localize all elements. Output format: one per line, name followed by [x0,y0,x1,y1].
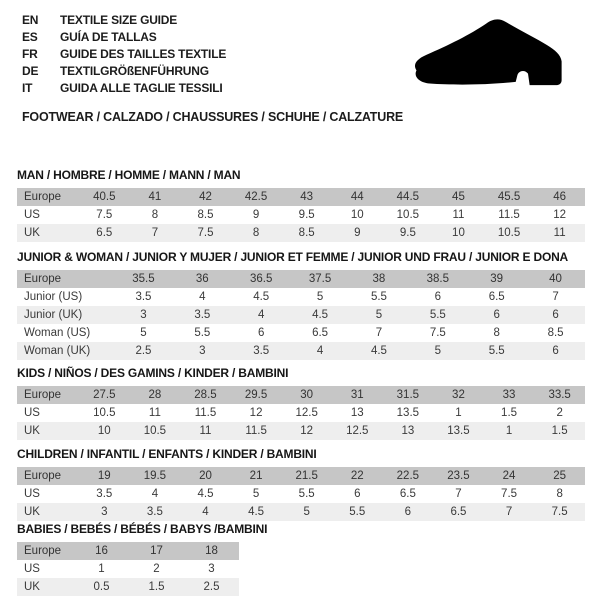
language-title: GUÍA DE TALLAS [60,29,157,44]
table-cell: 6.5 [450,506,467,518]
table-cell: 6.5 [399,488,416,500]
table-cell: 38.5 [426,273,449,285]
table-cell: 6 [434,291,442,303]
table-cell: 4 [257,309,265,321]
table-cell: 36 [195,273,209,285]
table-cell: 1.5 [501,407,518,419]
table-cell: 6.5 [96,227,113,239]
row-label: UK [24,581,40,593]
table-cell: 8 [556,488,563,500]
table-cell: 5.5 [194,327,211,339]
table-row [17,542,239,560]
table-cell: 5 [375,309,383,321]
table-cell: 12 [249,407,263,419]
table-cell: 6 [404,506,412,518]
language-row-fr [22,45,226,62]
table-cell: 2.5 [203,581,220,593]
language-code: IT [22,80,33,95]
table-cell: 24 [502,470,516,482]
table-cell: 36.5 [249,273,273,285]
table-row [17,188,585,206]
table-cell: 4 [316,345,324,357]
table-cell: 10.5 [143,425,167,437]
size-table-babies [17,542,239,596]
table-cell: 19.5 [143,470,167,482]
table-cell: 9.5 [298,209,315,221]
table-cell: 4.5 [248,506,265,518]
row-label: US [24,488,40,500]
table-cell: 1 [455,407,462,419]
table-cell: 2 [556,407,563,419]
table-cell: 9 [354,227,361,239]
section-babies [17,522,585,596]
row-label: UK [24,506,40,518]
table-cell: 6.5 [488,291,505,303]
row-label: Europe [24,191,62,203]
table-cell: 5.5 [349,506,366,518]
row-label: US [24,563,40,575]
size-table-man [17,188,585,242]
table-row [17,467,585,485]
table-cell: 22.5 [396,470,420,482]
language-row-es [22,28,226,45]
language-code: DE [22,63,39,78]
table-cell: 13 [350,407,364,419]
table-cell: 3 [208,563,215,575]
table-cell: 29.5 [244,389,268,401]
table-cell: 6 [354,488,361,500]
table-cell: 42.5 [244,191,268,203]
table-row [17,560,239,578]
language-list [22,11,226,96]
table-cell: 10 [350,209,364,221]
table-row [17,422,585,440]
table-cell: 11 [199,425,212,437]
table-cell: 16 [95,545,108,557]
table-cell: 20 [199,470,212,482]
section-children [17,447,585,521]
row-label: Junior (US) [24,291,83,303]
table-cell: 7.5 [551,506,568,518]
table-row [17,224,585,242]
table-cell: 5 [140,327,147,339]
table-cell: 7 [505,506,513,518]
table-cell: 6 [257,327,265,339]
table-cell: 44 [350,191,364,203]
table-cell: 32 [452,389,465,401]
table-cell: 3.5 [135,291,152,303]
table-cell: 45.5 [497,191,521,203]
table-cell: 8.5 [197,209,214,221]
table-cell: 3 [199,345,206,357]
table-row [17,386,585,404]
table-cell: 2.5 [135,345,152,357]
table-cell: 5.5 [298,488,315,500]
table-cell: 18 [205,545,218,557]
table-cell: 5 [434,345,442,357]
table-cell: 40 [549,273,562,285]
table-cell: 1 [505,425,513,437]
table-cell: 31 [350,389,364,401]
table-cell: 3.5 [194,309,211,321]
table-cell: 43 [300,191,314,203]
table-cell: 31.5 [396,389,420,401]
table-cell: 35.5 [132,273,155,285]
table-cell: 5.5 [429,309,446,321]
row-label: Europe [24,545,62,557]
table-cell: 3 [140,309,147,321]
table-cell: 12.5 [295,407,318,419]
table-row [17,578,239,596]
table-cell: 21 [249,470,263,482]
table-cell: 4.5 [370,345,387,357]
table-cell: 7 [151,227,159,239]
table-cell: 9 [252,209,260,221]
table-cell: 7 [552,291,559,303]
language-title: TEXTILGRÖßENFÜHRUNG [60,63,209,78]
table-cell: 6 [493,309,500,321]
table-cell: 25 [553,470,567,482]
table-cell: 7.5 [197,227,214,239]
table-cell: 44.5 [396,191,420,203]
table-cell: 19 [97,470,111,482]
section-title: JUNIOR & WOMAN / JUNIOR Y MUJER / JUNIOR ET FEMME / JUNIOR UND FRAU / JUNIOR E DONA [17,250,569,264]
section-title: BABIES / BEBÉS / BÉBÉS / BABYS /BAMBINI [17,522,268,536]
table-cell: 7.5 [429,327,446,339]
table-cell: 1 [98,563,105,575]
row-label: Woman (UK) [24,345,91,357]
section-kids [17,366,585,440]
table-cell: 7.5 [501,488,518,500]
table-cell: 41 [148,191,162,203]
table-cell: 11 [148,407,161,419]
table-cell: 10 [452,227,465,239]
table-cell: 4 [199,291,206,303]
table-cell: 6 [552,345,559,357]
size-table-kids [17,386,585,440]
table-cell: 42 [199,191,212,203]
table-row [17,503,585,521]
table-cell: 4.5 [197,488,214,500]
table-row [17,270,585,288]
table-cell: 3.5 [146,506,163,518]
table-cell: 28.5 [194,389,217,401]
table-row [17,306,585,324]
table-cell: 12 [300,425,314,437]
table-cell: 11.5 [245,425,267,437]
table-cell: 10 [97,425,111,437]
table-cell: 5 [252,488,260,500]
language-title: GUIDE DES TAILLES TEXTILE [60,46,227,61]
table-cell: 22 [350,470,364,482]
table-cell: 13.5 [396,407,420,419]
dress-shoe-icon [398,13,576,95]
table-cell: 11.5 [498,209,520,221]
table-cell: 5.5 [488,345,505,357]
table-cell: 4.5 [312,309,329,321]
table-cell: 4 [151,488,159,500]
table-cell: 4 [202,506,209,518]
table-cell: 2 [153,563,160,575]
table-cell: 5.5 [370,291,387,303]
table-cell: 10.5 [396,209,420,221]
table-cell: 10.5 [497,227,521,239]
language-code: ES [22,29,38,44]
language-row-it [22,79,226,96]
language-code: FR [22,46,38,61]
table-cell: 38 [372,273,386,285]
table-cell: 37.5 [308,273,332,285]
table-cell: 9.5 [399,227,416,239]
language-row-de [22,62,226,79]
table-cell: 11.5 [194,407,217,419]
section-title: KIDS / NIÑOS / DES GAMINS / KINDER / BAMBINI [17,366,289,380]
table-cell: 39 [490,273,504,285]
table-cell: 3.5 [253,345,270,357]
category-heading: FOOTWEAR / CALZADO / CHAUSSURES / SCHUHE / CALZATURE [22,110,404,124]
table-cell: 7 [455,488,462,500]
table-cell: 11 [553,227,566,239]
table-cell: 8 [252,227,260,239]
table-cell: 23.5 [447,470,470,482]
table-cell: 1.5 [551,425,568,437]
table-cell: 28 [148,389,162,401]
table-cell: 8 [151,209,159,221]
table-cell: 6.5 [312,327,329,339]
row-label: Europe [24,273,62,285]
table-cell: 1.5 [148,581,165,593]
table-cell: 5 [316,291,324,303]
section-junior-woman [17,250,585,360]
table-cell: 33 [502,389,516,401]
table-cell: 12 [553,209,567,221]
table-cell: 33.5 [548,389,571,401]
table-row [17,485,585,503]
table-row [17,342,585,360]
table-row [17,404,585,422]
table-cell: 4.5 [253,291,270,303]
table-cell: 0.5 [93,581,110,593]
table-cell: 5 [303,506,310,518]
table-cell: 7 [375,327,383,339]
language-code: EN [22,12,39,27]
table-cell: 8.5 [298,227,315,239]
row-label: Europe [24,389,62,401]
table-cell: 17 [150,545,163,557]
table-cell: 30 [300,389,314,401]
table-cell: 12.5 [346,425,369,437]
row-label: UK [24,227,40,239]
language-title: TEXTILE SIZE GUIDE [60,12,178,27]
table-cell: 21.5 [295,470,318,482]
table-cell: 45 [452,191,465,203]
section-man [17,168,585,242]
table-cell: 6 [552,309,559,321]
table-cell: 3.5 [96,488,113,500]
section-title: MAN / HOMBRE / HOMME / MANN / MAN [17,168,241,182]
table-cell: 8.5 [547,327,564,339]
language-title: GUIDA ALLE TAGLIE TESSILI [60,80,223,95]
row-label: US [24,407,40,419]
section-title: CHILDREN / INFANTIL / ENFANTS / KINDER / BAMBINI [17,447,317,461]
size-table-junior-woman [17,270,585,360]
table-cell: 46 [553,191,567,203]
row-label: Europe [24,470,62,482]
table-cell: 7.5 [96,209,113,221]
table-cell: 10.5 [93,407,116,419]
row-label: US [24,209,40,221]
table-cell: 13.5 [447,425,470,437]
table-row [17,206,585,224]
row-label: UK [24,425,40,437]
language-row-en [22,11,226,28]
table-cell: 11 [452,209,465,221]
table-row [17,324,585,342]
table-cell: 27.5 [93,389,116,401]
table-cell: 13 [401,425,415,437]
row-label: Woman (US) [24,327,91,339]
table-cell: 3 [101,506,108,518]
table-cell: 40.5 [93,191,116,203]
table-cell: 8 [493,327,500,339]
row-label: Junior (UK) [24,309,83,321]
table-row [17,288,585,306]
size-table-children [17,467,585,521]
